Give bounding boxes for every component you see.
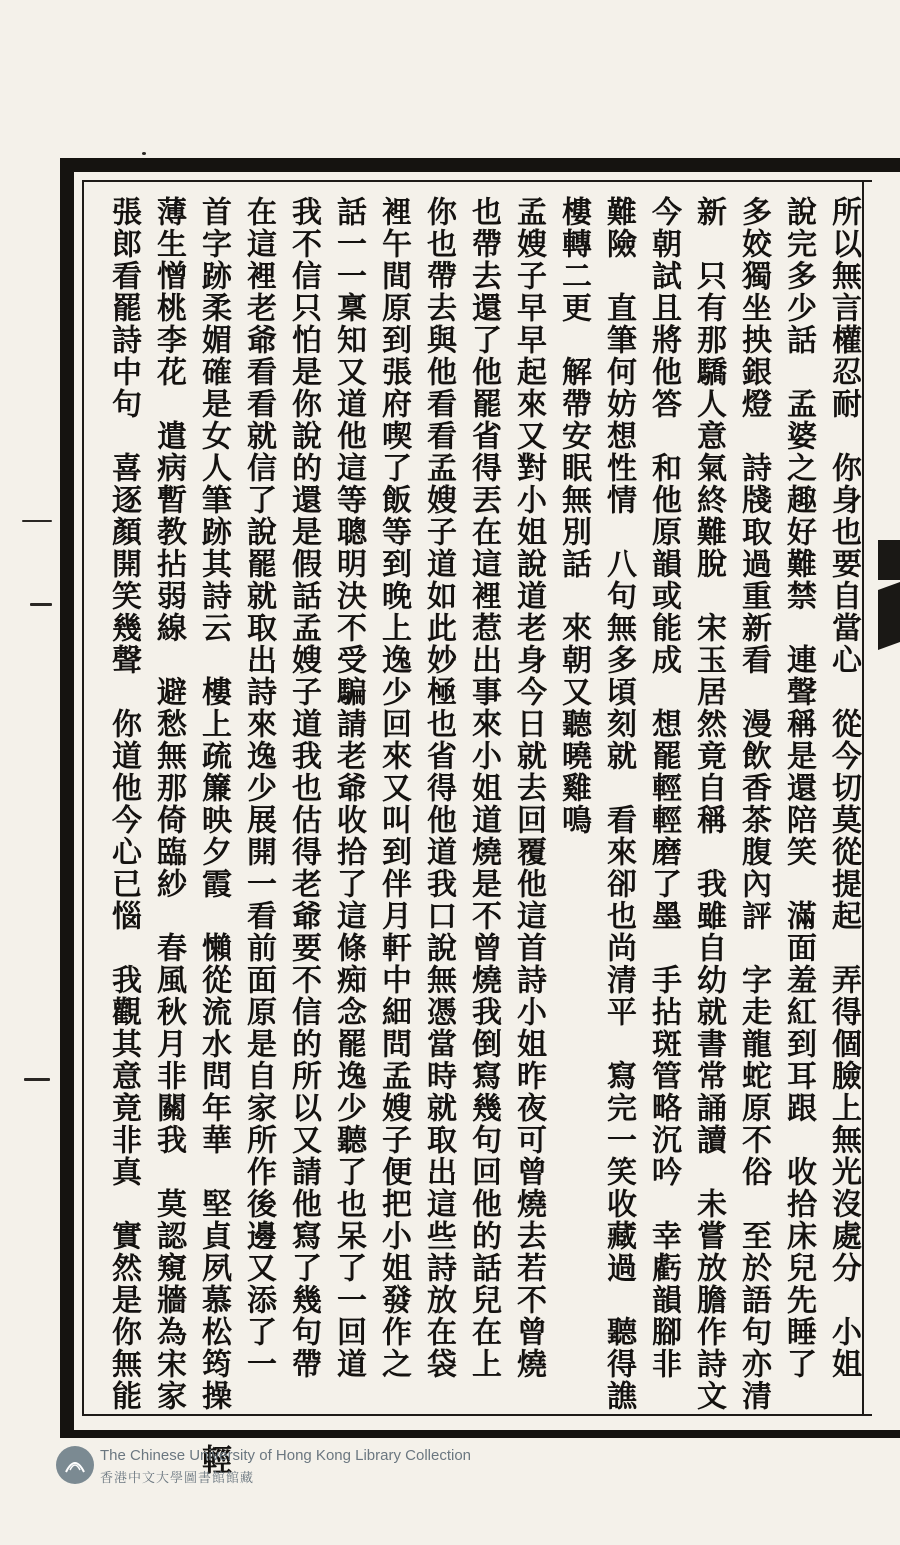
text-column: 你也帶去與他看看孟嫂子道如此妙極也省得他道我口說無憑當時就取出這些詩放在袋 — [421, 196, 456, 1380]
paper-speck — [142, 152, 146, 155]
paper-speck — [30, 603, 52, 606]
text-column: 難險 直筆何妨想性情 八句無多頃刻就 看來卻也尚清平 寫完一笑收藏過 聽得譙 — [601, 196, 636, 1412]
text-column: 也帶去還了他罷省得丟在這裡惹出事來小姐道燒是不曾燒我倒寫幾句回他的話兒在上 — [466, 196, 501, 1380]
text-column: 說完多少話 孟婆之趣好難禁 連聲稱是還陪笑 滿面羞紅到耳跟 收拾床兒先睡了 — [781, 196, 816, 1380]
text-column: 新 只有那驕人意氣終難脫 宋玉居然竟自稱 我雖自幼就書常誦讀 未嘗放膽作詩文 — [691, 196, 726, 1412]
text-column: 薄生憎桃李花 遣病暫教拈弱線 避愁無那倚臨紗 春風秋月非關我 莫認窺牆為宋家 — [151, 196, 186, 1412]
paper-speck — [22, 520, 52, 522]
fold-mark — [878, 540, 900, 580]
text-column: 孟嫂子早早起來又對小姐說道老身今日就去回覆他這首詩小姐昨夜可曾燒去若不曾燒 — [511, 196, 546, 1380]
text-column: 張郎看罷詩中句 喜逐顏開笑幾聲 你道他今心已惱 我觀其意竟非真 實然是你無能 — [106, 196, 141, 1412]
fold-mark — [878, 582, 900, 650]
library-logo-icon — [56, 1446, 94, 1484]
text-column: 在這裡老爺看看就信了說罷就取出詩來逸少展開一看前面原是自家所作後邊又添了一 — [241, 196, 276, 1380]
text-column: 話一一稟知又道他這等聰明決不受騙請老爺收拾了這條痴念罷逸少聽了也呆了一回道 — [331, 196, 366, 1380]
text-column: 多姣獨坐抰銀燈 詩牋取過重新看 漫飲香茶腹內評 字走龍蛇原不俗 至於語句亦清 — [736, 196, 771, 1412]
text-column: 今朝試且將他答 和他原韻或能成 想罷輕輕磨了墨 手拈斑管略沉吟 幸虧韻腳非 — [646, 196, 681, 1380]
paper-speck — [24, 1078, 50, 1081]
text-column: 裡午間原到張府喫了飯等到晚上逸少回來又叫到伴月軒中細問孟嫂子便把小姐發作之 — [376, 196, 411, 1380]
text-column: 我不信只怕是你說的還是假話孟嫂子道我也估得老爺要不信的所以又請他寫了幾句帶 — [286, 196, 321, 1380]
text-column: 樓轉二更 解帶安眠無別話 來朝又聽曉雞鳴 — [556, 196, 591, 836]
text-column: 所以無言權忍耐 你身也要自當心 從今切莫從提起 弄得個臉上無光沒處分 小姐 — [826, 196, 861, 1380]
collection-credit-en: The Chinese University of Hong Kong Library Collection — [100, 1447, 472, 1464]
text-column: 首字跡柔媚確是女人筆跡其詩云 樓上疏簾映夕霞 懶從流水問年華 堅貞夙慕松筠操 輕 — [196, 196, 231, 1476]
page-fold-edge — [862, 180, 876, 1416]
collection-credit-zh: 香港中文大學圖書館館藏 — [100, 1471, 255, 1486]
